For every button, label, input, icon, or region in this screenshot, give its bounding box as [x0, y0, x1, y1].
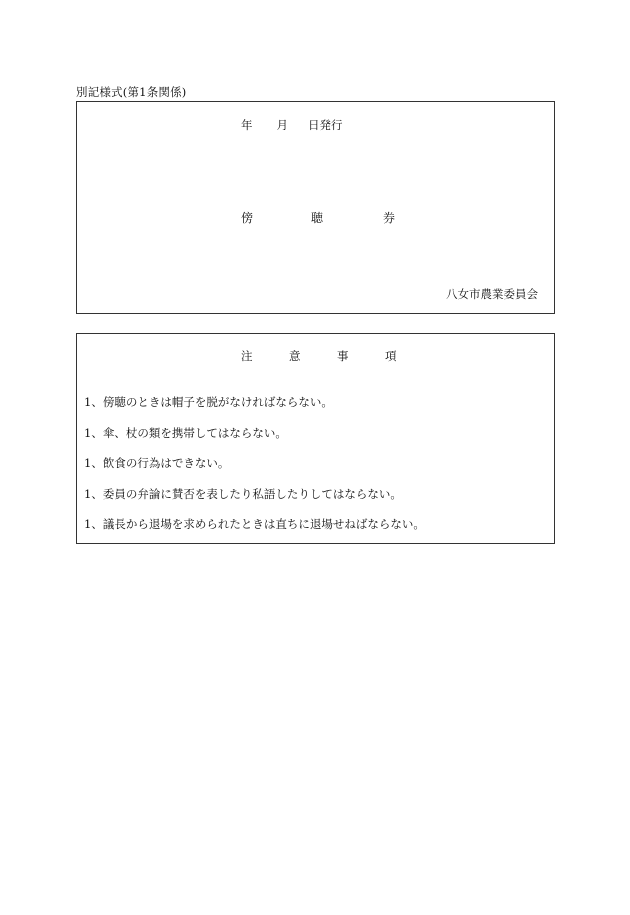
note-item: 1、傍聴のときは帽子を脱がなければならない。: [84, 395, 333, 409]
ticket-title-char-3: 券: [383, 211, 396, 225]
notes-heading-char-1: 注: [241, 349, 253, 363]
date-issued-label: 日発行: [308, 118, 343, 132]
notes-heading-char-2: 意: [289, 349, 301, 363]
issue-date-line: [241, 117, 343, 133]
notes-list: [84, 394, 425, 547]
ticket-title-char-2: 聴: [311, 211, 324, 225]
note-item: 1、飲食の行為はできない。: [84, 456, 230, 470]
ticket-title-char-1: 傍: [241, 211, 254, 225]
form-caption: 別記様式(第1条関係): [76, 85, 187, 99]
date-month-label: 月: [276, 118, 288, 132]
ticket-box: [76, 101, 555, 314]
note-item: 1、傘、杖の類を携帯してはならない。: [84, 425, 287, 440]
note-item: 1、委員の弁論に賛否を表したり私語したりしてはならない。: [84, 486, 402, 501]
date-year-label: 年: [241, 118, 253, 132]
notes-heading-char-3: 事: [337, 349, 349, 363]
notes-box: [76, 333, 555, 544]
issuer-name: 八女市農業委員会: [446, 287, 538, 301]
note-item: 1、議長から退場を求められたときは直ちに退場せねばならない。: [84, 517, 425, 531]
notes-heading-char-4: 項: [385, 349, 397, 363]
